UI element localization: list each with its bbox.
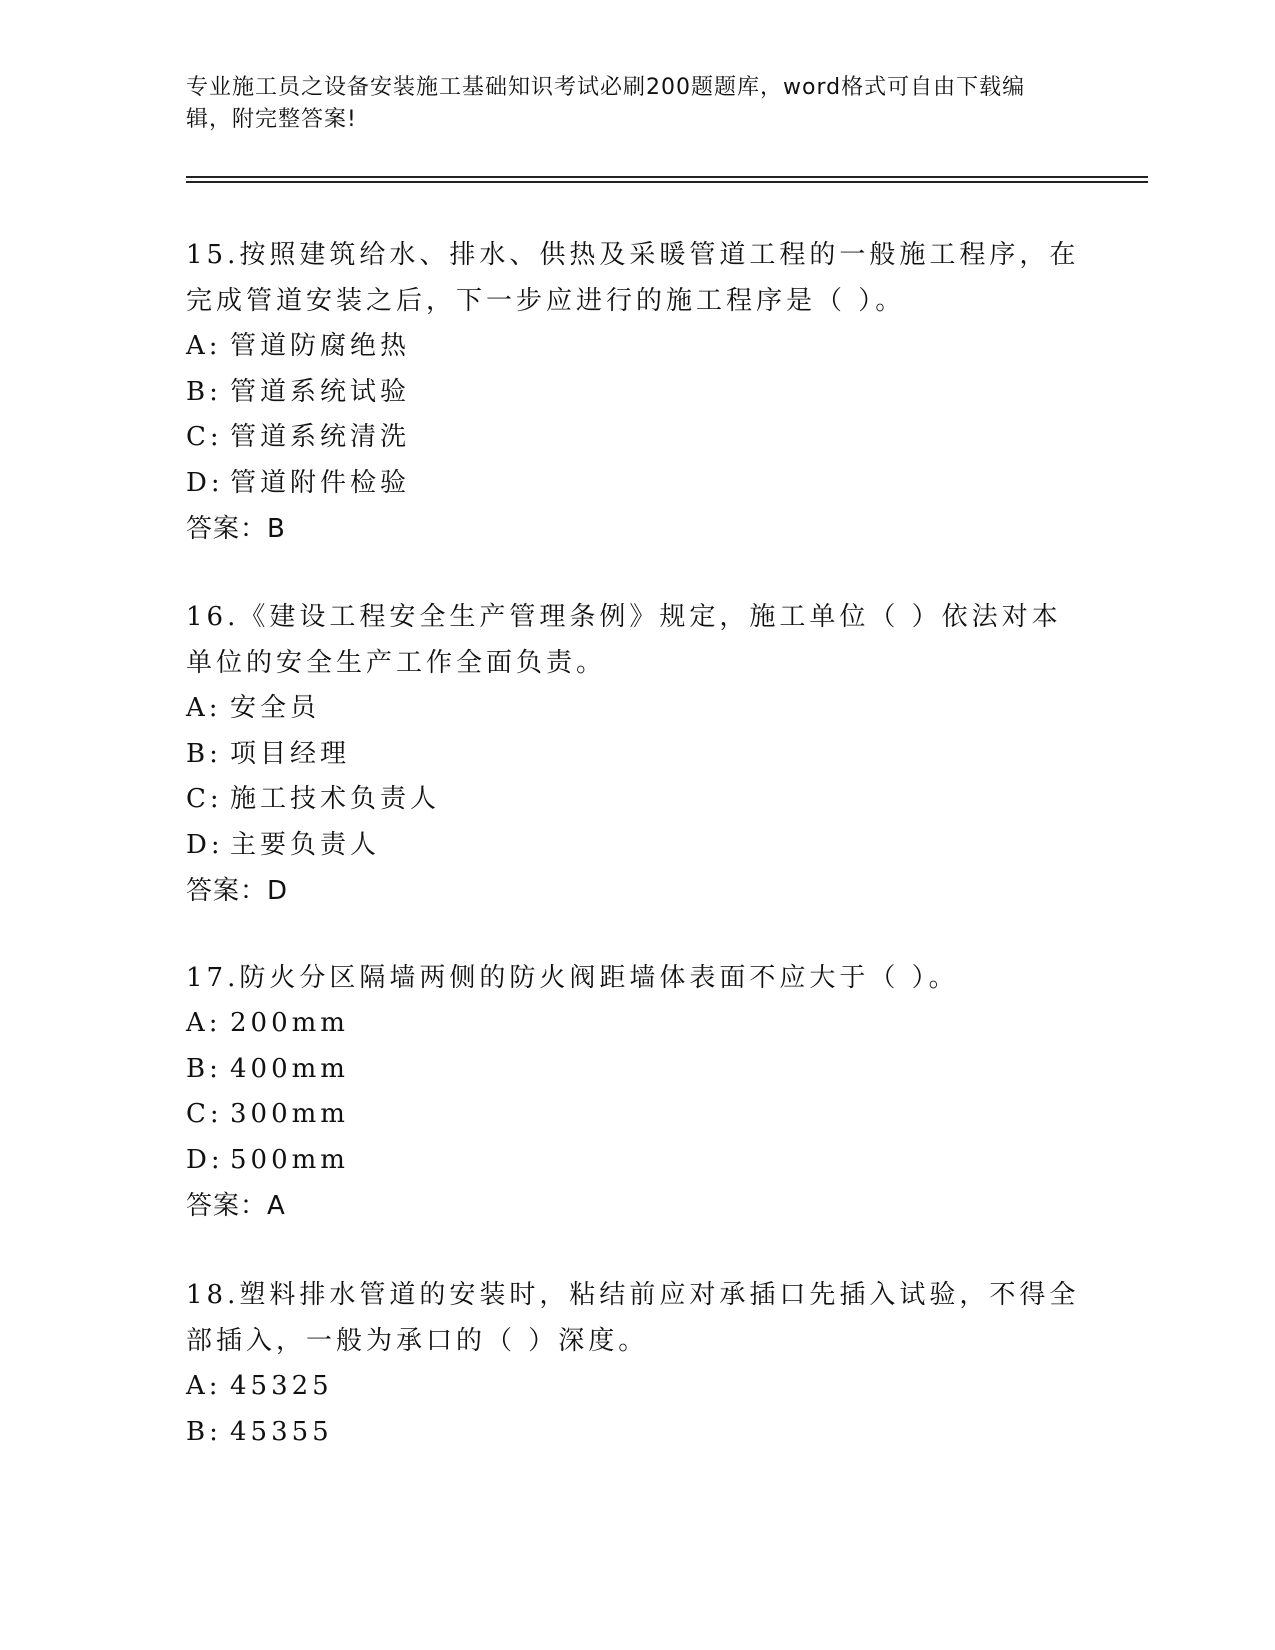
option-b bbox=[186, 1410, 1086, 1456]
option-text: 主要负责人 bbox=[230, 829, 381, 860]
option-key: D: bbox=[186, 829, 224, 860]
option-key: B: bbox=[186, 1416, 222, 1447]
option-key: C: bbox=[186, 422, 223, 452]
option-key: B: bbox=[186, 738, 222, 769]
answer-line: 答案：B bbox=[186, 514, 286, 544]
option-text: 管道防腐绝热 bbox=[230, 331, 411, 361]
option-key: D: bbox=[186, 1144, 224, 1175]
option-text: 管道附件检验 bbox=[230, 467, 411, 498]
option-text: 管道系统清洗 bbox=[230, 422, 411, 452]
option-key: B: bbox=[186, 1053, 222, 1084]
answer-line: 答案：A bbox=[186, 1191, 286, 1221]
document-header: 专业施工员之设备安装施工基础知识考试必刷200题题库，word格式可自由下载编辑，附完整答案! bbox=[186, 75, 1026, 132]
question-stem: 17.防火分区隔墙两侧的防火阀距墙体表面不应大于（ ）。 bbox=[186, 963, 959, 993]
option-text: 45325 bbox=[230, 1371, 333, 1401]
option-text: 45355 bbox=[230, 1416, 333, 1447]
option-key: A: bbox=[186, 331, 222, 361]
header-divider-bottom bbox=[186, 181, 1148, 183]
option-key: A: bbox=[186, 1008, 222, 1038]
question-18 bbox=[186, 1272, 1086, 1455]
answer-line: 答案：D bbox=[186, 876, 289, 906]
option-key: C: bbox=[186, 784, 223, 814]
option-key: A: bbox=[186, 693, 222, 723]
option-text: 300mm bbox=[230, 1099, 349, 1129]
option-d bbox=[186, 1138, 1086, 1184]
option-c bbox=[186, 777, 1086, 823]
option-text: 200mm bbox=[230, 1008, 349, 1038]
option-text: 400mm bbox=[230, 1053, 349, 1084]
option-c bbox=[186, 1092, 1086, 1138]
question-stem: 18.塑料排水管道的安装时，粘结前应对承插口先插入试验，不得全部插入，一般为承口的（ ）深度。 bbox=[186, 1280, 1080, 1356]
option-a bbox=[186, 1001, 1086, 1047]
option-a bbox=[186, 686, 1086, 732]
option-text: 管道系统试验 bbox=[230, 376, 411, 407]
option-key: C: bbox=[186, 1099, 223, 1129]
option-d bbox=[186, 823, 1086, 869]
option-key: A: bbox=[186, 1371, 222, 1401]
option-key: D: bbox=[186, 467, 224, 498]
option-a bbox=[186, 1364, 1086, 1410]
option-text: 施工技术负责人 bbox=[230, 784, 441, 814]
question-stem: 16.《建设工程安全生产管理条例》规定，施工单位（ ）依法对本单位的安全生产工作全面负责。 bbox=[186, 602, 1062, 678]
question-16 bbox=[186, 594, 1086, 914]
option-text: 安全员 bbox=[230, 693, 321, 723]
option-text: 500mm bbox=[230, 1144, 349, 1175]
option-c bbox=[186, 415, 1086, 461]
question-17 bbox=[186, 955, 1086, 1229]
option-b bbox=[186, 732, 1086, 778]
option-text: 项目经理 bbox=[230, 738, 351, 769]
option-a bbox=[186, 324, 1086, 370]
question-stem: 15.按照建筑给水、排水、供热及采暖管道工程的一般施工程序，在完成管道安装之后，下一步应进行的施工程序是（ ）。 bbox=[186, 240, 1080, 316]
question-15 bbox=[186, 232, 1086, 552]
option-key: B: bbox=[186, 376, 222, 407]
header-divider-top bbox=[186, 176, 1148, 178]
option-b bbox=[186, 370, 1086, 416]
option-b bbox=[186, 1047, 1086, 1093]
option-d bbox=[186, 461, 1086, 507]
